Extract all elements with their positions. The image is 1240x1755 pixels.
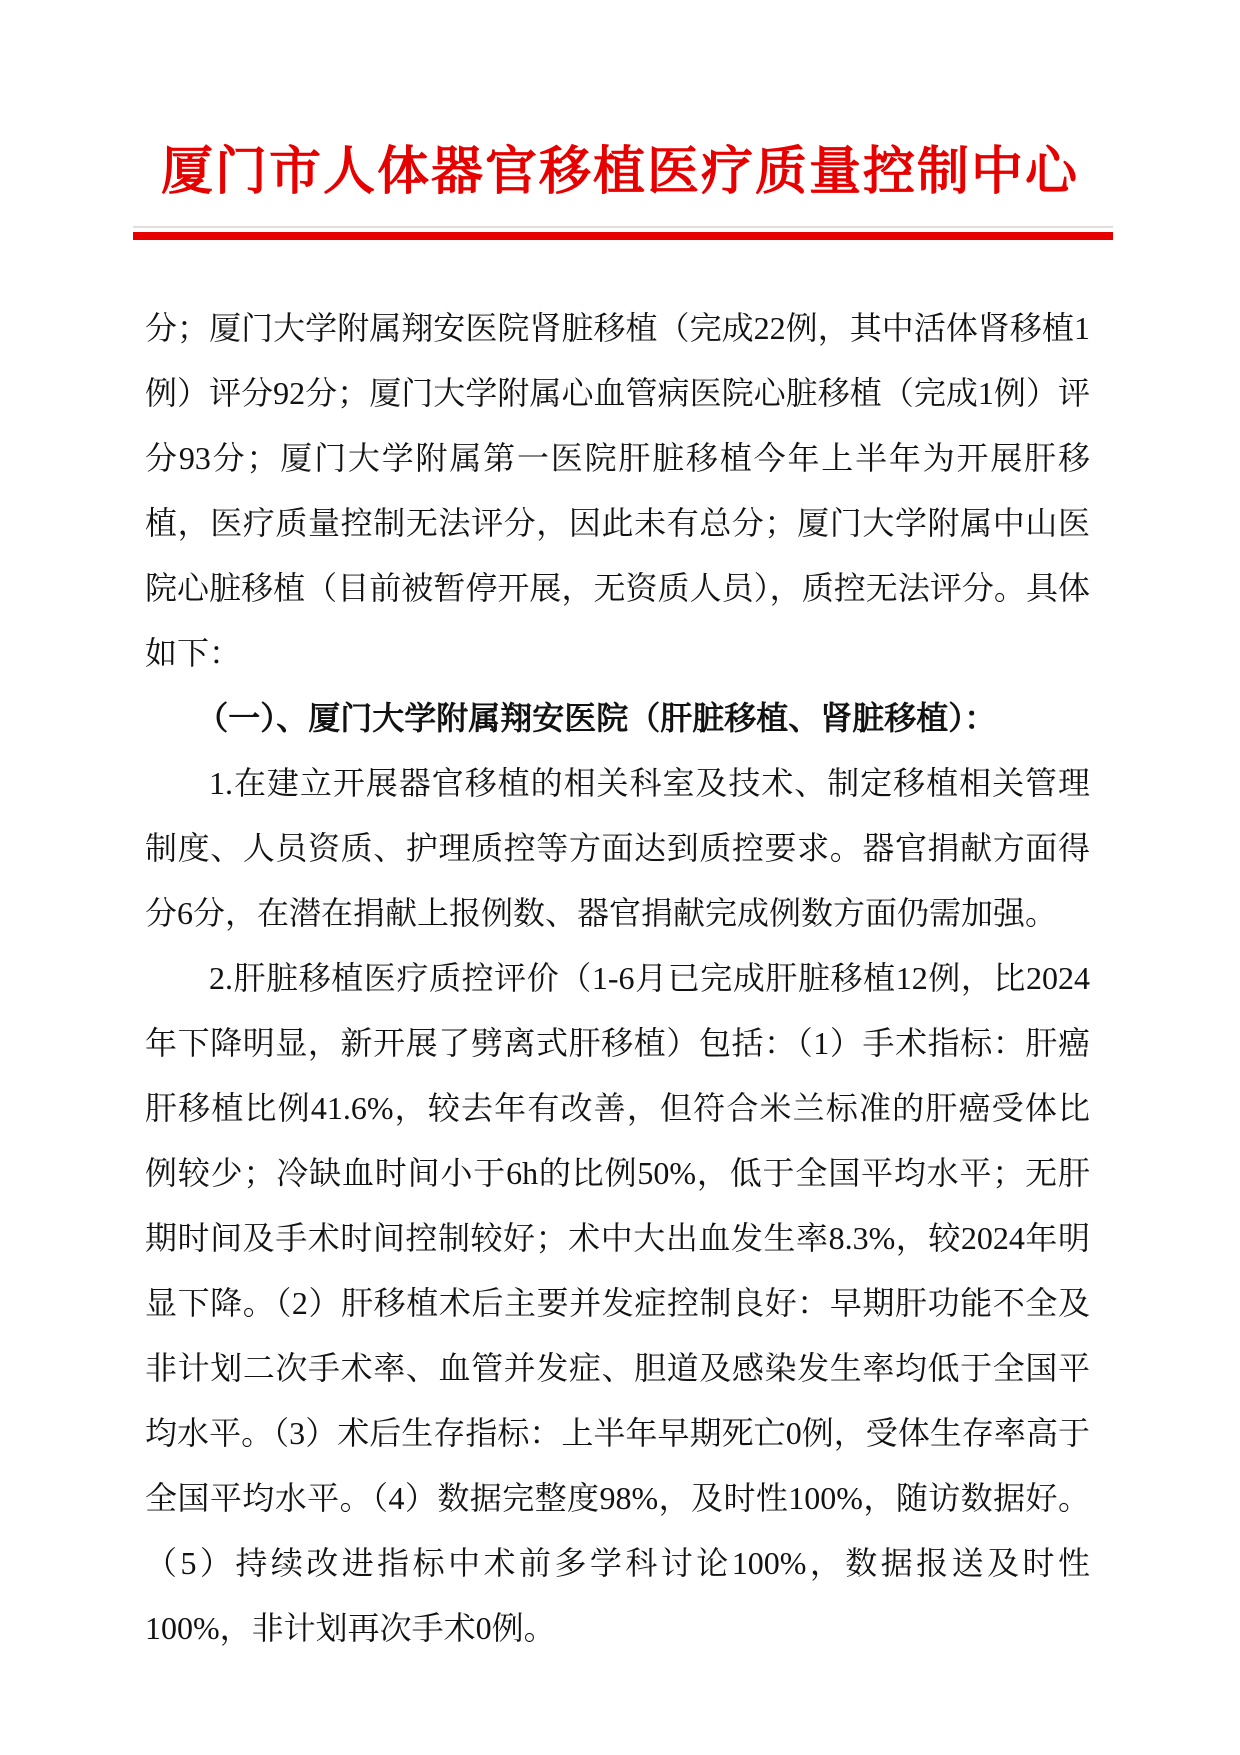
red-divider-line [133,232,1113,240]
section-heading: （一）、厦门大学附属翔安医院（肝脏移植、肾脏移植）： [196,700,997,736]
page-title: 厦门市人体器官移植医疗质量控制中心 [160,144,1079,201]
document-body [145,296,1090,1661]
divider-hairline [133,226,1113,228]
paragraph-item-1: 1.在建立开展器官移植的相关科室及技术、制定移植相关管理制度、人员资质、护理质控等方面达到质控要求。器官捐献方面得分6分，在潜在捐献上报例数、器官捐献完成例数方面仍需加强。 [145,765,1090,931]
paragraph-continuation: 分；厦门大学附属翔安医院肾脏移植（完成22例，其中活体肾移植1例）评分92分；厦门大学附属心血管病医院心脏移植（完成1例）评分93分；厦门大学附属第一医院肝脏移植今年上半年为开展肝移植，医疗质量控制无法评分，因此未有总分；厦门大学附属中山医院心脏移植（目前被暂停开展，无资质人员），质控无法评分。具体如下： [145,310,1090,671]
letterhead [0,0,1240,240]
paragraph-item-2: 2.肝脏移植医疗质控评价（1-6月已完成肝脏移植12例，比2024年下降明显，新开展了劈离式肝移植）包括：（1）手术指标：肝癌肝移植比例41.6%，较去年有改善，但符合米兰标准的肝癌受体比例较少；冷缺血时间小于6h的比例50%，低于全国平均水平；无肝期时间及手术时间控制较好；术中大出血发生率8.3%，较2024年明显下降。（2）肝移植术后主要并发症控制良好：早期肝功能不全及非计划二次手术率、血管并发症、胆道及感染发生率均低于全国平均水平。（3）术后生存指标：上半年早期死亡0例，受体生存率高于全国平均水平。（4）数据完整度98%，及时性100%，随访数据好。（5）持续改进指标中术前多学科讨论100%，数据报送及时性100%，非计划再次手术0例。 [145,960,1090,1646]
